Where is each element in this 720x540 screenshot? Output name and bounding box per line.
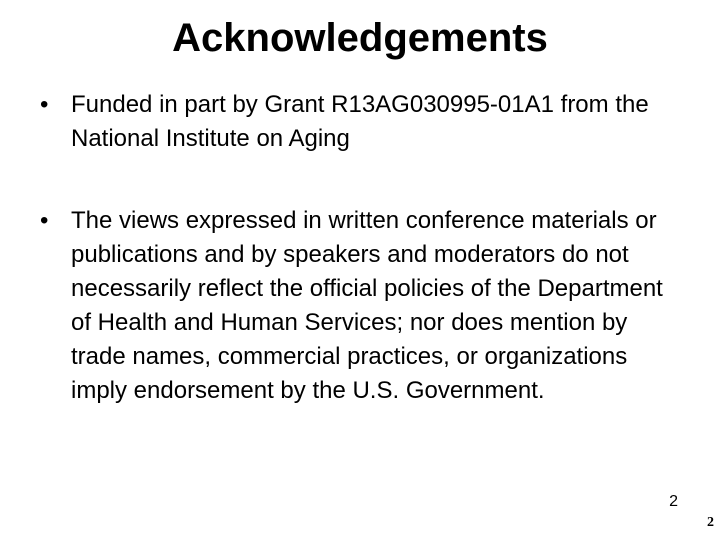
- bullet-marker: •: [40, 91, 49, 118]
- bullet-text-disclaimer: The views expressed in written conference materials or publications and by speakers and moderators do not necessarily reflect the official policies of the Department of Health and Human Services; nor does mention by trade names, commercial practices, or organizations imply endorsement by the U.S. Government.: [71, 207, 663, 404]
- corner-page-number: 2: [707, 515, 714, 530]
- slide-title: Acknowledgements: [172, 16, 548, 60]
- bullet-item-disclaimer: [30, 204, 680, 408]
- bullet-marker: •: [40, 207, 49, 234]
- bullet-item-funding: [30, 88, 680, 156]
- bullet-list: [30, 88, 680, 408]
- slide-page-number: 2: [669, 493, 678, 510]
- bullet-text-funding: Funded in part by Grant R13AG030995-01A1 from the National Institute on Aging: [71, 91, 649, 152]
